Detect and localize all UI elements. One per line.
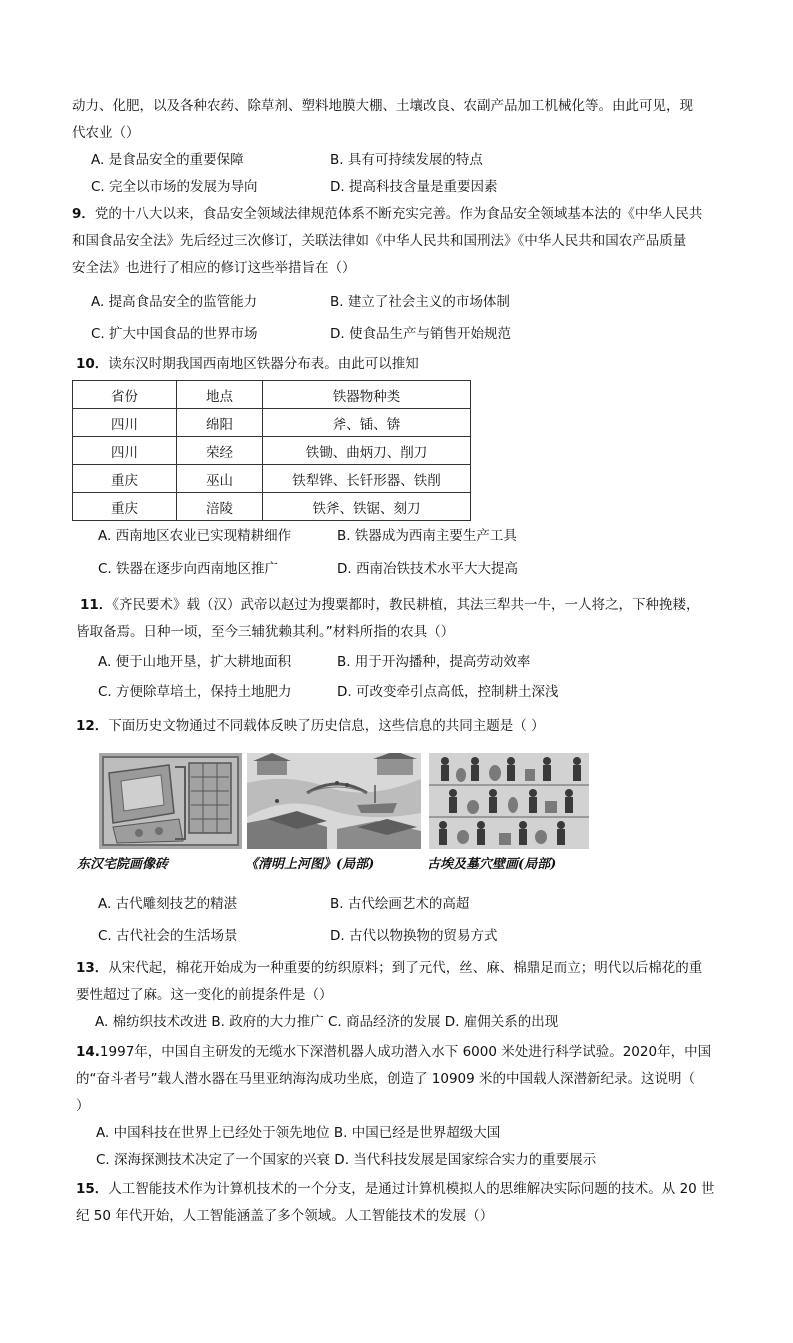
q8-option-c: C. 完全以市场的发展为导向 (91, 179, 258, 195)
q10-option-c: C. 铁器在逐步向西南地区推广 (98, 561, 279, 577)
q8-option-b: B. 具有可持续发展的特点 (330, 152, 483, 168)
q13-options: A. 棉纺织技术改进 B. 政府的大力推广 C. 商品经济的发展 D. 雇佣关系的出现 (95, 1014, 559, 1030)
q8-stem-line2: 代农业（） (72, 125, 140, 141)
q14-stem-line3: ） (76, 1098, 90, 1114)
table-cell: 巫山 (177, 465, 263, 493)
q11-number: 11． (80, 597, 113, 613)
q11-option-a: A. 便于山地开垦，扩大耕地面积 (98, 654, 292, 670)
table-cell: 斧、锸、锛 (263, 409, 471, 437)
egyptian-mural-image (429, 753, 589, 849)
table-cell: 荣经 (177, 437, 263, 465)
q9-stem-line2: 和国食品安全法》先后经过三次修订，关联法律如《中华人民共和国刑法》《中华人民共和国农产品质量 (72, 233, 687, 249)
table-cell: 四川 (73, 437, 177, 465)
q11-stem-line1: 11．《齐民要术》载（汉）武帝以赵过为搜粟都时，教民耕植，其法三犁共一牛，一人将之，下种挽耧， (80, 597, 700, 613)
q12-number: 12． (76, 718, 109, 734)
q10-number: 10． (76, 356, 109, 372)
q10-stem: 10．读东汉时期我国西南地区铁器分布表。由此可以推知 (76, 356, 419, 372)
table-row (73, 493, 471, 521)
q12-option-b: B. 古代绘画艺术的高超 (330, 896, 470, 912)
table-cell: 涪陵 (177, 493, 263, 521)
table-header-row (73, 381, 471, 409)
caption-egypt-mural: 古埃及墓穴壁画(局部) (427, 857, 557, 872)
q14-stem-line2: 的“奋斗者号”载人潜水器在马里亚纳海沟成功坐底，创造了 10909 米的中国载人深潜新纪录。这说明（ (76, 1071, 696, 1087)
q9-number: 9． (72, 206, 95, 222)
header-province: 省份 (73, 381, 177, 409)
caption-qingming: 《清明上河图》(局部) (245, 857, 375, 872)
table-cell: 重庆 (73, 493, 177, 521)
q13-stem-line1: 13．从宋代起，棉花开始成为一种重要的纺织原料；到了元代，丝、麻、棉鼎足而立；明代以后棉花的重 (76, 960, 703, 976)
q9-stem-line3: 安全法》也进行了相应的修订这些举措旨在（） (72, 260, 356, 276)
q10-option-b: B. 铁器成为西南主要生产工具 (337, 528, 517, 544)
q12-stem: 12．下面历史文物通过不同载体反映了历史信息，这些信息的共同主题是（ ） (76, 718, 545, 734)
table-row (73, 465, 471, 493)
q8-option-a: A. 是食品安全的重要保障 (91, 152, 244, 168)
q14-stem-line1: 14.1997年，中国自主研发的无缆水下深潜机器人成功潜入水下 6000 米处进行科学试验。2020年，中国 (76, 1044, 712, 1060)
header-iron-types: 铁器物种类 (263, 381, 471, 409)
table-cell: 绵阳 (177, 409, 263, 437)
q13-stem-line2: 要性超过了麻。这一变化的前提条件是（） (76, 987, 333, 1003)
iron-distribution-table (72, 380, 471, 521)
q9-option-c: C. 扩大中国食品的世界市场 (91, 326, 258, 342)
q11-option-b: B. 用于开沟播种，提高劳动效率 (337, 654, 531, 670)
q12-option-d: D. 古代以物换物的贸易方式 (330, 928, 498, 944)
caption-han-brick: 东汉宅院画像砖 (77, 857, 169, 872)
q15-stem-line2: 纪 50 年代开始，人工智能涵盖了多个领域。人工智能技术的发展（） (76, 1208, 494, 1224)
table-row (73, 437, 471, 465)
q9-option-a: A. 提高食品安全的监管能力 (91, 294, 258, 310)
qingming-scroll-image (247, 753, 421, 849)
q9-option-b: B. 建立了社会主义的市场体制 (330, 294, 510, 310)
table-cell: 铁斧、铁锯、刻刀 (263, 493, 471, 521)
q15-number: 15． (76, 1181, 109, 1197)
table-cell: 四川 (73, 409, 177, 437)
q14-options-line1: A. 中国科技在世界上已经处于领先地位 B. 中国已经是世界超级大国 (96, 1125, 501, 1141)
table-cell: 重庆 (73, 465, 177, 493)
q13-number: 13． (76, 960, 109, 976)
table-cell: 铁犁铧、长钎形器、铁削 (263, 465, 471, 493)
q12-option-c: C. 古代社会的生活场景 (98, 928, 238, 944)
han-courtyard-brick-image (99, 753, 242, 849)
q15-stem-line1: 15．人工智能技术作为计算机技术的一个分支，是通过计算机模拟人的思维解决实际问题的技术。从 20 世 (76, 1181, 715, 1197)
q8-stem-line1: 动力、化肥，以及各种农药、除草剂、塑料地膜大棚、土壤改良、农副产品加工机械化等。由此可见，现 (72, 98, 693, 114)
q11-option-c: C. 方便除草培土，保持土地肥力 (98, 684, 292, 700)
q9-stem-line1: 9．党的十八大以来，食品安全领域法律规范体系不断充实完善。作为食品安全领域基本法的《中华人民共 (72, 206, 703, 222)
header-location: 地点 (177, 381, 263, 409)
q14-options-line2: C. 深海探测技术决定了一个国家的兴衰 D. 当代科技发展是国家综合实力的重要展示 (96, 1152, 597, 1168)
q10-option-d: D. 西南冶铁技术水平大大提高 (337, 561, 518, 577)
q11-stem-line2: 皆取备焉。日种一顷，至今三辅犹赖其利。”材料所指的农具（） (76, 624, 455, 640)
q10-option-a: A. 西南地区农业已实现精耕细作 (98, 528, 292, 544)
table-cell: 铁锄、曲炳刀、削刀 (263, 437, 471, 465)
q9-option-d: D. 使食品生产与销售开始规范 (330, 326, 511, 342)
q12-artifact-images (77, 753, 592, 873)
table-row (73, 409, 471, 437)
q12-option-a: A. 古代雕刻技艺的精湛 (98, 896, 238, 912)
q14-number: 14. (76, 1044, 100, 1060)
q8-option-d: D. 提高科技含量是重要因素 (330, 179, 498, 195)
q11-option-d: D. 可改变牵引点高低，控制耕土深浅 (337, 684, 559, 700)
